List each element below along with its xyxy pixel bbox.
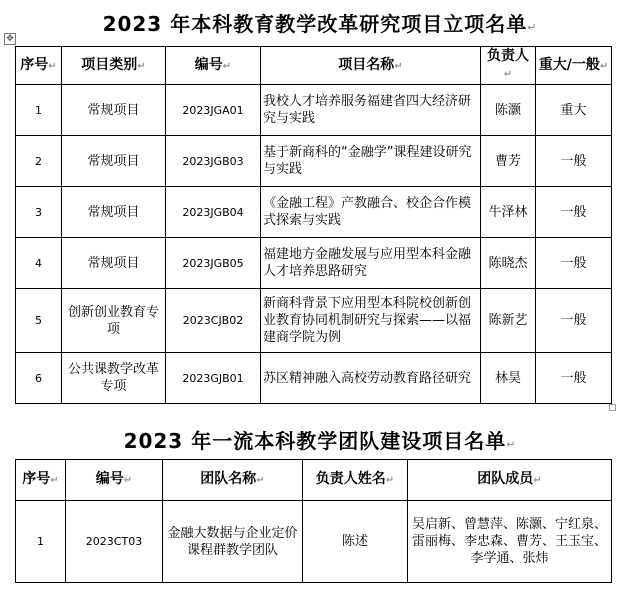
cell-category: 常规项目 — [62, 187, 166, 238]
header-cell: 负责人姓名↵ — [303, 460, 408, 501]
cell-code: 2023CT03 — [66, 501, 163, 583]
table-row — [16, 187, 612, 238]
cell-code: 2023CJB02 — [166, 289, 261, 353]
cell-category: 常规项目 — [62, 238, 166, 289]
header-cell: 项目类别↵ — [62, 47, 166, 85]
cell-leader: 陈灏 — [481, 85, 536, 136]
projects-table — [15, 46, 612, 404]
cell-level: 一般 — [536, 187, 612, 238]
table-resize-handle[interactable] — [609, 404, 616, 411]
cell-leader: 陈述 — [303, 501, 408, 583]
header-cell: 团队成员↵ — [408, 460, 612, 501]
header-cell: 编号↵ — [66, 460, 163, 501]
cell-project-name: 我校人才培养服务福建省四大经济研究与实践 — [261, 85, 481, 136]
teams-table — [15, 459, 612, 583]
table-move-handle-icon[interactable]: ✥ — [4, 33, 16, 45]
cell-level: 一般 — [536, 136, 612, 187]
page-title-projects: 2023 年本科教育教学改革研究项目立项名单↵ — [102, 12, 538, 36]
table-header-row — [16, 47, 612, 85]
header-cell: 序号↵ — [16, 460, 66, 501]
cell-code: 2023JGB04 — [166, 187, 261, 238]
cell-category: 公共课教学改革专项 — [62, 353, 166, 404]
cell-members: 吴启新、曾慧萍、陈灏、宁红泉、雷丽梅、李忠森、曹芳、王玉宝、李学通、张炜 — [408, 501, 612, 583]
table-header-row — [16, 460, 612, 501]
cell-level: 一般 — [536, 238, 612, 289]
cell-code: 2023JGB03 — [166, 136, 261, 187]
cell-project-name: 《金融工程》产教融合、校企合作模式探索与实践 — [261, 187, 481, 238]
header-cell: 序号↵ — [16, 47, 62, 85]
cell-leader: 曹芳 — [481, 136, 536, 187]
cell-leader: 牛泽林 — [481, 187, 536, 238]
cell-category: 常规项目 — [62, 85, 166, 136]
header-cell: 编号↵ — [166, 47, 261, 85]
page-title-teams: 2023 年一流本科教学团队建设项目名单↵ — [123, 429, 517, 453]
cell-project-name: 福建地方金融发展与应用型本科金融人才培养思路研究 — [261, 238, 481, 289]
cell-project-name: 苏区精神融入高校劳动教育路径研究 — [261, 353, 481, 404]
cell-index: 5 — [16, 289, 62, 353]
table-row — [16, 501, 612, 583]
cell-code: 2023GJB01 — [166, 353, 261, 404]
cell-level: 一般 — [536, 289, 612, 353]
table-row — [16, 289, 612, 353]
cell-project-name: 基于新商科的“金融学”课程建设研究与实践 — [261, 136, 481, 187]
header-cell: 项目名称↵ — [261, 47, 481, 85]
table-row — [16, 353, 612, 404]
header-cell: 负责人↵ — [481, 47, 536, 85]
cell-leader: 陈晓杰 — [481, 238, 536, 289]
cell-code: 2023JGA01 — [166, 85, 261, 136]
cell-level: 一般 — [536, 353, 612, 404]
cell-team-name: 金融大数据与企业定价课程群教学团队 — [163, 501, 303, 583]
cell-leader: 林昊 — [481, 353, 536, 404]
cell-category: 常规项目 — [62, 136, 166, 187]
header-cell: 团队名称↵ — [163, 460, 303, 501]
cell-project-name: 新商科背景下应用型本科院校创新创业教育协同机制研究与探索——以福建商学院为例 — [261, 289, 481, 353]
cell-code: 2023JGB05 — [166, 238, 261, 289]
cell-category: 创新创业教育专项 — [62, 289, 166, 353]
cell-index: 1 — [16, 85, 62, 136]
header-cell: 重大/一般↵ — [536, 47, 612, 85]
cell-index: 2 — [16, 136, 62, 187]
cell-index: 1 — [16, 501, 66, 583]
table-row — [16, 238, 612, 289]
cell-index: 3 — [16, 187, 62, 238]
cell-index: 4 — [16, 238, 62, 289]
table-row — [16, 136, 612, 187]
cell-leader: 陈新艺 — [481, 289, 536, 353]
table-row — [16, 85, 612, 136]
cell-index: 6 — [16, 353, 62, 404]
cell-level: 重大 — [536, 85, 612, 136]
